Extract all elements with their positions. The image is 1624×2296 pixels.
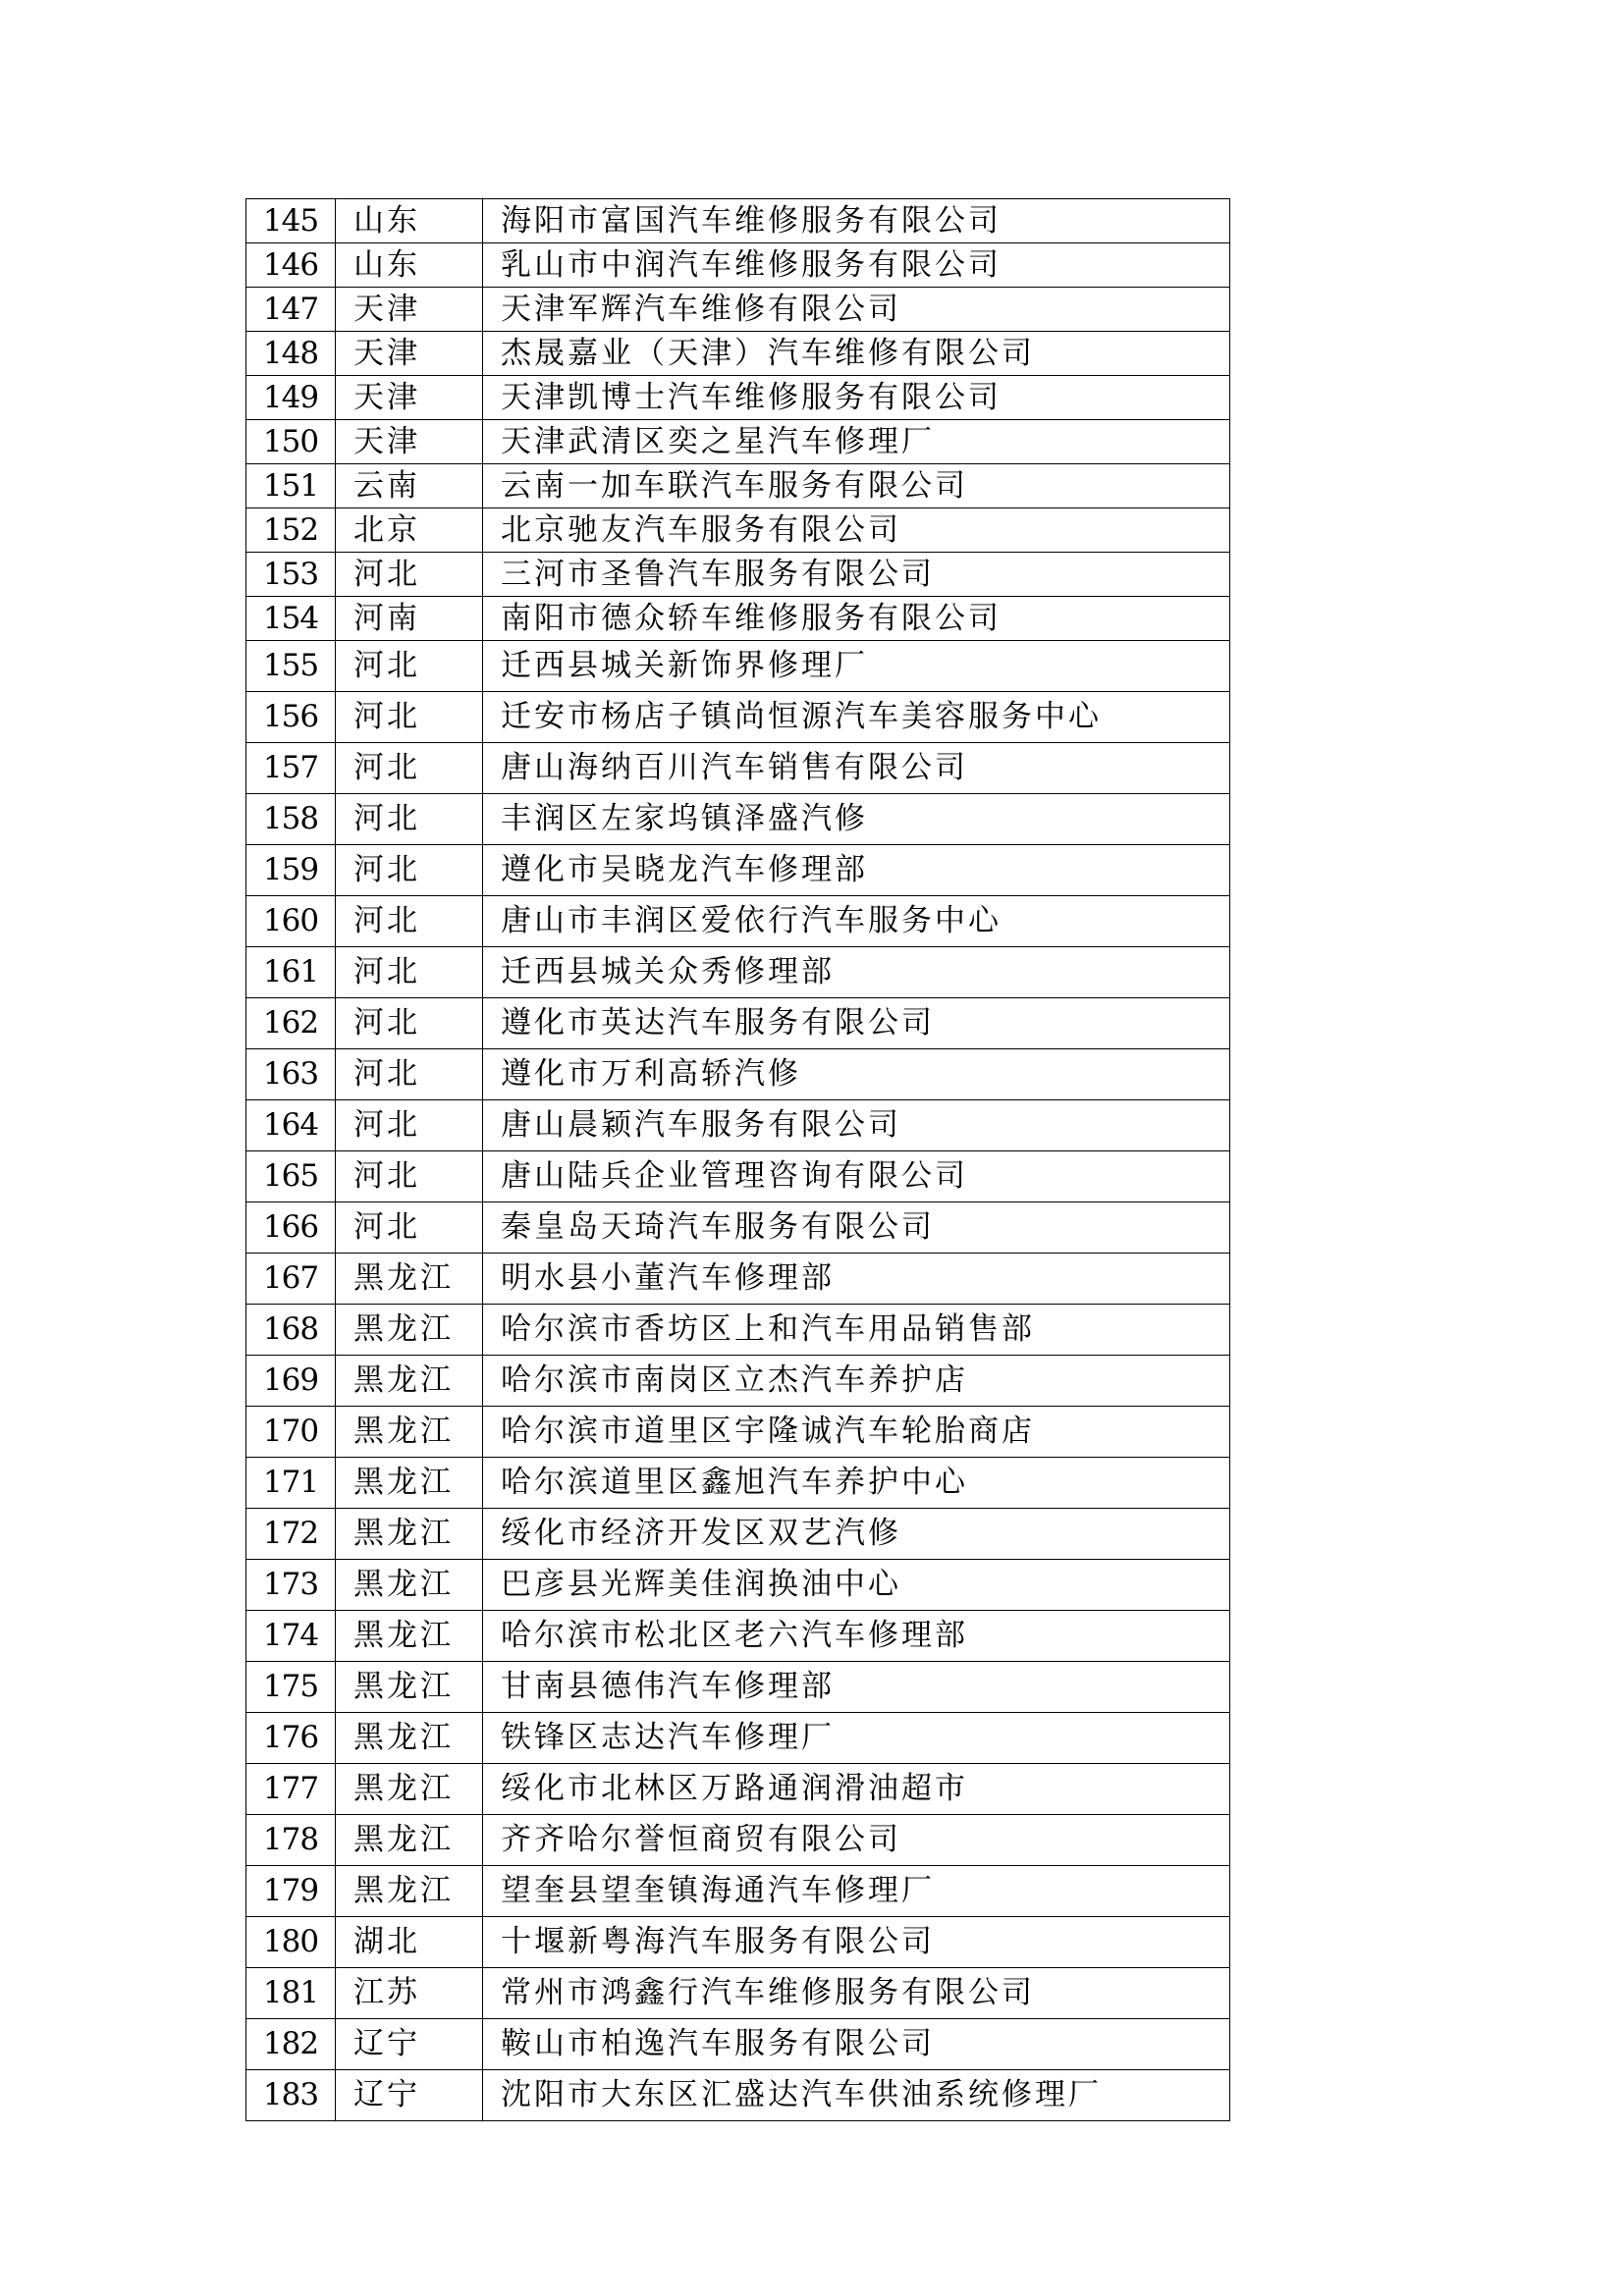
table-row xyxy=(246,1458,1230,1509)
province-cell: 黑龙江 xyxy=(336,1713,483,1764)
row-number: 146 xyxy=(246,243,336,288)
province-cell: 黑龙江 xyxy=(336,1254,483,1305)
table-row xyxy=(246,288,1230,332)
table-row xyxy=(246,896,1230,947)
table-body xyxy=(246,199,1230,2121)
row-number: 151 xyxy=(246,464,336,508)
province-cell: 黑龙江 xyxy=(336,1611,483,1662)
row-number: 173 xyxy=(246,1560,336,1611)
company-name-cell: 秦皇岛天琦汽车服务有限公司 xyxy=(483,1202,1230,1254)
row-number: 177 xyxy=(246,1764,336,1815)
row-number: 147 xyxy=(246,288,336,332)
row-number: 170 xyxy=(246,1407,336,1458)
province-cell: 黑龙江 xyxy=(336,1866,483,1917)
table-row xyxy=(246,1866,1230,1917)
row-number: 181 xyxy=(246,1968,336,2019)
province-cell: 河北 xyxy=(336,845,483,896)
table-row xyxy=(246,1611,1230,1662)
row-number: 149 xyxy=(246,376,336,420)
row-number: 156 xyxy=(246,692,336,743)
province-cell: 黑龙江 xyxy=(336,1407,483,1458)
company-name-cell: 齐齐哈尔誉恒商贸有限公司 xyxy=(483,1815,1230,1866)
province-cell: 山东 xyxy=(336,243,483,288)
row-number: 175 xyxy=(246,1662,336,1713)
table-row xyxy=(246,1049,1230,1100)
company-name-cell: 迁西县城关众秀修理部 xyxy=(483,947,1230,998)
table-row xyxy=(246,1662,1230,1713)
province-cell: 河北 xyxy=(336,692,483,743)
table-row xyxy=(246,2070,1230,2121)
company-name-cell: 甘南县德伟汽车修理部 xyxy=(483,1662,1230,1713)
repair-shop-table xyxy=(245,198,1230,2121)
table-row xyxy=(246,1151,1230,1202)
row-number: 172 xyxy=(246,1509,336,1560)
province-cell: 河北 xyxy=(336,998,483,1049)
table-row xyxy=(246,2019,1230,2070)
company-name-cell: 唐山晨颖汽车服务有限公司 xyxy=(483,1100,1230,1151)
province-cell: 天津 xyxy=(336,420,483,464)
company-name-cell: 唐山市丰润区爱依行汽车服务中心 xyxy=(483,896,1230,947)
province-cell: 河南 xyxy=(336,597,483,641)
row-number: 183 xyxy=(246,2070,336,2121)
province-cell: 黑龙江 xyxy=(336,1815,483,1866)
company-name-cell: 唐山陆兵企业管理咨询有限公司 xyxy=(483,1151,1230,1202)
company-name-cell: 遵化市吴晓龙汽车修理部 xyxy=(483,845,1230,896)
row-number: 155 xyxy=(246,641,336,692)
table-row xyxy=(246,1968,1230,2019)
table-row xyxy=(246,743,1230,794)
row-number: 154 xyxy=(246,597,336,641)
company-name-cell: 哈尔滨道里区鑫旭汽车养护中心 xyxy=(483,1458,1230,1509)
province-cell: 天津 xyxy=(336,376,483,420)
province-cell: 黑龙江 xyxy=(336,1509,483,1560)
province-cell: 河北 xyxy=(336,1100,483,1151)
table-row xyxy=(246,243,1230,288)
row-number: 150 xyxy=(246,420,336,464)
province-cell: 黑龙江 xyxy=(336,1356,483,1407)
table-row xyxy=(246,1560,1230,1611)
table-row xyxy=(246,464,1230,508)
table-row xyxy=(246,692,1230,743)
table-row xyxy=(246,947,1230,998)
company-name-cell: 迁西县城关新饰界修理厂 xyxy=(483,641,1230,692)
province-cell: 河北 xyxy=(336,1151,483,1202)
row-number: 179 xyxy=(246,1866,336,1917)
table-row xyxy=(246,1202,1230,1254)
table-row xyxy=(246,1917,1230,1968)
row-number: 160 xyxy=(246,896,336,947)
table-row xyxy=(246,597,1230,641)
row-number: 157 xyxy=(246,743,336,794)
table-row xyxy=(246,553,1230,597)
table-row xyxy=(246,1100,1230,1151)
row-number: 176 xyxy=(246,1713,336,1764)
company-name-cell: 三河市圣鲁汽车服务有限公司 xyxy=(483,553,1230,597)
row-number: 182 xyxy=(246,2019,336,2070)
company-name-cell: 遵化市万利高轿汽修 xyxy=(483,1049,1230,1100)
row-number: 167 xyxy=(246,1254,336,1305)
province-cell: 河北 xyxy=(336,553,483,597)
province-cell: 河北 xyxy=(336,947,483,998)
table-row xyxy=(246,845,1230,896)
row-number: 145 xyxy=(246,199,336,243)
province-cell: 河北 xyxy=(336,896,483,947)
province-cell: 黑龙江 xyxy=(336,1662,483,1713)
table-row xyxy=(246,794,1230,845)
province-cell: 辽宁 xyxy=(336,2019,483,2070)
company-name-cell: 哈尔滨市香坊区上和汽车用品销售部 xyxy=(483,1305,1230,1356)
row-number: 174 xyxy=(246,1611,336,1662)
table-row xyxy=(246,998,1230,1049)
table-row xyxy=(246,376,1230,420)
row-number: 169 xyxy=(246,1356,336,1407)
company-name-cell: 沈阳市大东区汇盛达汽车供油系统修理厂 xyxy=(483,2070,1230,2121)
table-row xyxy=(246,508,1230,553)
row-number: 168 xyxy=(246,1305,336,1356)
row-number: 161 xyxy=(246,947,336,998)
row-number: 159 xyxy=(246,845,336,896)
row-number: 165 xyxy=(246,1151,336,1202)
row-number: 164 xyxy=(246,1100,336,1151)
row-number: 166 xyxy=(246,1202,336,1254)
company-name-cell: 鞍山市柏逸汽车服务有限公司 xyxy=(483,2019,1230,2070)
province-cell: 黑龙江 xyxy=(336,1305,483,1356)
company-name-cell: 天津军辉汽车维修有限公司 xyxy=(483,288,1230,332)
province-cell: 河北 xyxy=(336,743,483,794)
province-cell: 湖北 xyxy=(336,1917,483,1968)
table-row xyxy=(246,1305,1230,1356)
province-cell: 黑龙江 xyxy=(336,1764,483,1815)
company-name-cell: 巴彦县光辉美佳润换油中心 xyxy=(483,1560,1230,1611)
row-number: 178 xyxy=(246,1815,336,1866)
company-name-cell: 铁锋区志达汽车修理厂 xyxy=(483,1713,1230,1764)
row-number: 152 xyxy=(246,508,336,553)
table-row xyxy=(246,1713,1230,1764)
table-row xyxy=(246,1764,1230,1815)
row-number: 162 xyxy=(246,998,336,1049)
province-cell: 江苏 xyxy=(336,1968,483,2019)
row-number: 158 xyxy=(246,794,336,845)
province-cell: 河北 xyxy=(336,1202,483,1254)
company-name-cell: 杰晟嘉业（天津）汽车维修有限公司 xyxy=(483,332,1230,376)
province-cell: 河北 xyxy=(336,641,483,692)
company-name-cell: 绥化市经济开发区双艺汽修 xyxy=(483,1509,1230,1560)
company-name-cell: 南阳市德众轿车维修服务有限公司 xyxy=(483,597,1230,641)
table-row xyxy=(246,199,1230,243)
row-number: 153 xyxy=(246,553,336,597)
table-row xyxy=(246,1407,1230,1458)
province-cell: 云南 xyxy=(336,464,483,508)
company-name-cell: 天津凯博士汽车维修服务有限公司 xyxy=(483,376,1230,420)
province-cell: 北京 xyxy=(336,508,483,553)
province-cell: 天津 xyxy=(336,332,483,376)
table-row xyxy=(246,1254,1230,1305)
company-name-cell: 绥化市北林区万路通润滑油超市 xyxy=(483,1764,1230,1815)
table-row xyxy=(246,1509,1230,1560)
province-cell: 黑龙江 xyxy=(336,1458,483,1509)
row-number: 148 xyxy=(246,332,336,376)
company-name-cell: 常州市鸿鑫行汽车维修服务有限公司 xyxy=(483,1968,1230,2019)
row-number: 163 xyxy=(246,1049,336,1100)
table-row xyxy=(246,332,1230,376)
row-number: 171 xyxy=(246,1458,336,1509)
table-row xyxy=(246,1356,1230,1407)
table-row xyxy=(246,641,1230,692)
province-cell: 辽宁 xyxy=(336,2070,483,2121)
company-name-cell: 北京驰友汽车服务有限公司 xyxy=(483,508,1230,553)
company-name-cell: 明水县小董汽车修理部 xyxy=(483,1254,1230,1305)
company-name-cell: 丰润区左家坞镇泽盛汽修 xyxy=(483,794,1230,845)
table-row xyxy=(246,1815,1230,1866)
company-name-cell: 哈尔滨市道里区宇隆诚汽车轮胎商店 xyxy=(483,1407,1230,1458)
company-name-cell: 望奎县望奎镇海通汽车修理厂 xyxy=(483,1866,1230,1917)
company-name-cell: 天津武清区奕之星汽车修理厂 xyxy=(483,420,1230,464)
company-name-cell: 乳山市中润汽车维修服务有限公司 xyxy=(483,243,1230,288)
province-cell: 河北 xyxy=(336,794,483,845)
table-row xyxy=(246,420,1230,464)
company-name-cell: 遵化市英达汽车服务有限公司 xyxy=(483,998,1230,1049)
province-cell: 天津 xyxy=(336,288,483,332)
company-name-cell: 十堰新粤海汽车服务有限公司 xyxy=(483,1917,1230,1968)
company-name-cell: 迁安市杨店子镇尚恒源汽车美容服务中心 xyxy=(483,692,1230,743)
company-name-cell: 哈尔滨市松北区老六汽车修理部 xyxy=(483,1611,1230,1662)
company-name-cell: 哈尔滨市南岗区立杰汽车养护店 xyxy=(483,1356,1230,1407)
company-name-cell: 唐山海纳百川汽车销售有限公司 xyxy=(483,743,1230,794)
province-cell: 河北 xyxy=(336,1049,483,1100)
province-cell: 黑龙江 xyxy=(336,1560,483,1611)
row-number: 180 xyxy=(246,1917,336,1968)
company-name-cell: 云南一加车联汽车服务有限公司 xyxy=(483,464,1230,508)
province-cell: 山东 xyxy=(336,199,483,243)
company-name-cell: 海阳市富国汽车维修服务有限公司 xyxy=(483,199,1230,243)
